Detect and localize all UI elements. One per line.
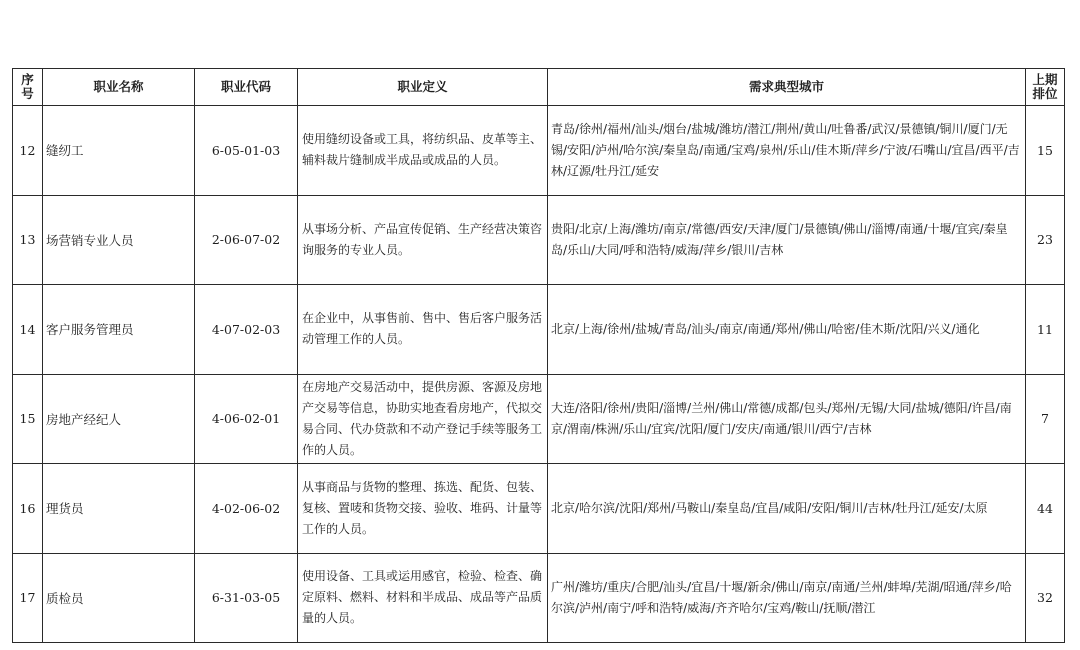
row-occupation-name: 房地产经纪人	[43, 374, 195, 464]
header-previous-rank	[1026, 69, 1065, 106]
row-occupation-name: 客户服务管理员	[43, 285, 195, 375]
row-previous-rank: 7	[1026, 374, 1065, 464]
row-occupation-name: 理货员	[43, 464, 195, 554]
header-occupation-code: 职业代码	[195, 69, 298, 106]
row-serial-number: 13	[13, 195, 43, 285]
row-typical-cities: 大连/洛阳/徐州/贵阳/淄博/兰州/佛山/常德/成都/包头/郑州/无锡/大同/盐城/德阳/许昌/南京/渭南/株洲/乐山/宜宾/沈阳/厦门/安庆/南通/银川/西宁/吉林	[548, 374, 1026, 464]
row-typical-cities: 青岛/徐州/福州/汕头/烟台/盐城/潍坊/潜江/荆州/黄山/吐鲁番/武汉/景德镇/铜川/厦门/无锡/安阳/泸州/哈尔滨/秦皇岛/南通/宝鸡/泉州/乐山/佳木斯/萍乡/宁波/石嘴山/宜昌/西平/吉林/辽源/牡丹江/延安	[548, 106, 1026, 196]
row-serial-number: 16	[13, 464, 43, 554]
header-rank-line2: 排位	[1032, 86, 1058, 101]
row-serial-number: 12	[13, 106, 43, 196]
row-previous-rank: 15	[1026, 106, 1065, 196]
row-occupation-name: 缝纫工	[43, 106, 195, 196]
row-occupation-code: 6-31-03-05	[195, 553, 298, 643]
row-occupation-name: 场营销专业人员	[43, 195, 195, 285]
row-occupation-name: 质检员	[43, 553, 195, 643]
row-occupation-code: 4-06-02-01	[195, 374, 298, 464]
row-serial-number: 14	[13, 285, 43, 375]
row-previous-rank: 11	[1026, 285, 1065, 375]
header-serial-line2: 号	[21, 86, 34, 101]
row-previous-rank: 32	[1026, 553, 1065, 643]
header-typical-cities: 需求典型城市	[548, 69, 1026, 106]
row-occupation-definition: 使用缝纫设备或工具，将纺织品、皮革等主、辅料裁片缝制成半成品或成品的人员。	[298, 106, 548, 196]
table-row	[13, 195, 1065, 285]
row-typical-cities: 北京/上海/徐州/盐城/青岛/汕头/南京/南通/郑州/佛山/哈密/佳木斯/沈阳/兴义/通化	[548, 285, 1026, 375]
table-header-row	[13, 69, 1065, 106]
row-occupation-code: 6-05-01-03	[195, 106, 298, 196]
row-serial-number: 17	[13, 553, 43, 643]
row-typical-cities: 广州/潍坊/重庆/合肥/汕头/宜昌/十堰/新余/佛山/南京/南通/兰州/蚌埠/芜湖/昭通/萍乡/哈尔滨/泸州/南宁/呼和浩特/威海/齐齐哈尔/宝鸡/鞍山/抚顺/潜江	[548, 553, 1026, 643]
row-typical-cities: 贵阳/北京/上海/潍坊/南京/常德/西安/天津/厦门/景德镇/佛山/淄博/南通/十堰/宜宾/秦皇岛/乐山/大同/呼和浩特/威海/萍乡/银川/吉林	[548, 195, 1026, 285]
table-row	[13, 553, 1065, 643]
header-serial-number	[13, 69, 43, 106]
table-row	[13, 106, 1065, 196]
row-typical-cities: 北京/哈尔滨/沈阳/郑州/马鞍山/秦皇岛/宜昌/咸阳/安阳/铜川/吉林/牡丹江/延安/太原	[548, 464, 1026, 554]
header-occupation-definition: 职业定义	[298, 69, 548, 106]
row-occupation-code: 4-07-02-03	[195, 285, 298, 375]
row-serial-number: 15	[13, 374, 43, 464]
header-serial-line1: 序	[21, 72, 34, 87]
row-occupation-code: 2-06-07-02	[195, 195, 298, 285]
table-row	[13, 285, 1065, 375]
row-occupation-definition: 从事场分析、产品宣传促销、生产经营决策咨询服务的专业人员。	[298, 195, 548, 285]
header-occupation-name: 职业名称	[43, 69, 195, 106]
table-row	[13, 464, 1065, 554]
row-previous-rank: 23	[1026, 195, 1065, 285]
row-occupation-definition: 从事商品与货物的整理、拣选、配货、包装、复核、置唛和货物交接、验收、堆码、计量等工作的人员。	[298, 464, 548, 554]
row-occupation-definition: 在房地产交易活动中，提供房源、客源及房地产交易等信息，协助实地查看房地产，代拟交易合同、代办贷款和不动产登记手续等服务工作的人员。	[298, 374, 548, 464]
row-occupation-definition: 在企业中，从事售前、售中、售后客户服务活动管理工作的人员。	[298, 285, 548, 375]
row-occupation-definition: 使用设备、工具或运用感官，检验、检查、确定原料、燃料、材料和半成品、成品等产品质量的人员。	[298, 553, 548, 643]
table-row	[13, 374, 1065, 464]
row-previous-rank: 44	[1026, 464, 1065, 554]
row-occupation-code: 4-02-06-02	[195, 464, 298, 554]
occupation-demand-table	[12, 68, 1065, 643]
header-rank-line1: 上期	[1032, 72, 1058, 87]
